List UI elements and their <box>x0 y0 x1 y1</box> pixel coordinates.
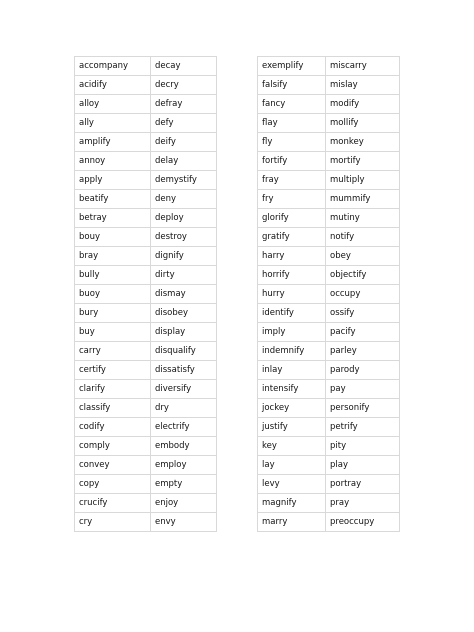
word-cell: occupy <box>326 285 400 304</box>
word-cell: dismay <box>151 285 217 304</box>
word-cell: destroy <box>151 228 217 247</box>
word-cell: play <box>326 456 400 475</box>
word-cell: mollify <box>326 114 400 133</box>
word-cell: monkey <box>326 133 400 152</box>
word-cell: modify <box>326 95 400 114</box>
word-cell: cry <box>75 513 151 532</box>
word-cell: gratify <box>258 228 326 247</box>
word-cell: marry <box>258 513 326 532</box>
word-cell: magnify <box>258 494 326 513</box>
word-cell: mummify <box>326 190 400 209</box>
word-cell: dignify <box>151 247 217 266</box>
table-row <box>75 361 217 380</box>
word-cell: bray <box>75 247 151 266</box>
table-row <box>75 380 217 399</box>
word-cell: diversify <box>151 380 217 399</box>
word-cell: mutiny <box>326 209 400 228</box>
table-row <box>258 285 400 304</box>
word-table-right <box>257 56 400 532</box>
word-cell: defray <box>151 95 217 114</box>
table-row <box>75 133 217 152</box>
word-cell: annoy <box>75 152 151 171</box>
word-cell: decay <box>151 57 217 76</box>
table-row <box>258 76 400 95</box>
word-cell: amplify <box>75 133 151 152</box>
word-cell: convey <box>75 456 151 475</box>
table-row <box>258 342 400 361</box>
word-cell: bouy <box>75 228 151 247</box>
word-cell: electrify <box>151 418 217 437</box>
word-cell: carry <box>75 342 151 361</box>
table-row <box>75 342 217 361</box>
word-cell: codify <box>75 418 151 437</box>
table-row <box>258 247 400 266</box>
word-cell: disobey <box>151 304 217 323</box>
word-cell: fortify <box>258 152 326 171</box>
table-row <box>258 456 400 475</box>
table-row <box>75 437 217 456</box>
table-row <box>75 494 217 513</box>
word-cell: identify <box>258 304 326 323</box>
word-cell: notify <box>326 228 400 247</box>
word-cell: indemnify <box>258 342 326 361</box>
word-cell: dirty <box>151 266 217 285</box>
table-row <box>75 323 217 342</box>
word-cell: apply <box>75 171 151 190</box>
table-row <box>75 76 217 95</box>
table-row <box>258 323 400 342</box>
word-cell: delay <box>151 152 217 171</box>
word-cell: bury <box>75 304 151 323</box>
word-cell: deny <box>151 190 217 209</box>
word-cell: dissatisfy <box>151 361 217 380</box>
word-cell: certify <box>75 361 151 380</box>
word-cell: objectify <box>326 266 400 285</box>
word-cell: bully <box>75 266 151 285</box>
word-cell: fancy <box>258 95 326 114</box>
word-table-left <box>74 56 217 532</box>
table-row <box>258 133 400 152</box>
word-cell: comply <box>75 437 151 456</box>
table-row <box>258 494 400 513</box>
table-row <box>258 228 400 247</box>
table-row <box>258 437 400 456</box>
word-cell: mortify <box>326 152 400 171</box>
word-cell: inlay <box>258 361 326 380</box>
word-cell: acidify <box>75 76 151 95</box>
word-cell: accompany <box>75 57 151 76</box>
table-row <box>75 399 217 418</box>
table-row <box>258 114 400 133</box>
word-cell: key <box>258 437 326 456</box>
word-cell: glorify <box>258 209 326 228</box>
word-cell: petrify <box>326 418 400 437</box>
word-cell: multiply <box>326 171 400 190</box>
word-cell: betray <box>75 209 151 228</box>
word-cell: deploy <box>151 209 217 228</box>
word-cell: fly <box>258 133 326 152</box>
word-cell: parody <box>326 361 400 380</box>
table-row <box>75 285 217 304</box>
word-cell: ally <box>75 114 151 133</box>
word-cell: fry <box>258 190 326 209</box>
word-cell: pacify <box>326 323 400 342</box>
word-cell: mislay <box>326 76 400 95</box>
word-cell: dry <box>151 399 217 418</box>
table-row <box>75 209 217 228</box>
table-row <box>258 95 400 114</box>
table-row <box>258 171 400 190</box>
word-cell: alloy <box>75 95 151 114</box>
word-cell: lay <box>258 456 326 475</box>
word-cell: empty <box>151 475 217 494</box>
word-cell: pray <box>326 494 400 513</box>
word-cell: preoccupy <box>326 513 400 532</box>
word-cell: buoy <box>75 285 151 304</box>
word-cell: justify <box>258 418 326 437</box>
word-cell: personify <box>326 399 400 418</box>
word-cell: exemplify <box>258 57 326 76</box>
word-cell: decry <box>151 76 217 95</box>
word-cell: envy <box>151 513 217 532</box>
word-cell: portray <box>326 475 400 494</box>
table-row <box>75 114 217 133</box>
table-row <box>258 380 400 399</box>
table-row <box>75 247 217 266</box>
table-row <box>75 418 217 437</box>
word-cell: defy <box>151 114 217 133</box>
word-cell: disqualify <box>151 342 217 361</box>
word-cell: demystify <box>151 171 217 190</box>
table-row <box>258 418 400 437</box>
word-cell: copy <box>75 475 151 494</box>
word-cell: intensify <box>258 380 326 399</box>
table-row <box>75 266 217 285</box>
table-row <box>75 57 217 76</box>
word-cell: horrify <box>258 266 326 285</box>
word-cell: beatify <box>75 190 151 209</box>
table-row <box>258 266 400 285</box>
table-row <box>258 152 400 171</box>
word-cell: crucify <box>75 494 151 513</box>
word-cell: harry <box>258 247 326 266</box>
word-cell: embody <box>151 437 217 456</box>
word-cell: display <box>151 323 217 342</box>
word-cell: deify <box>151 133 217 152</box>
word-cell: imply <box>258 323 326 342</box>
word-cell: jockey <box>258 399 326 418</box>
table-row <box>258 475 400 494</box>
word-cell: parley <box>326 342 400 361</box>
word-cell: miscarry <box>326 57 400 76</box>
word-cell: fray <box>258 171 326 190</box>
word-cell: classify <box>75 399 151 418</box>
table-row <box>258 513 400 532</box>
table-row <box>258 209 400 228</box>
word-cell: flay <box>258 114 326 133</box>
table-row <box>75 152 217 171</box>
table-row <box>75 171 217 190</box>
word-cell: enjoy <box>151 494 217 513</box>
table-row <box>258 57 400 76</box>
table-row <box>75 190 217 209</box>
word-cell: pity <box>326 437 400 456</box>
word-cell: ossify <box>326 304 400 323</box>
table-row <box>258 190 400 209</box>
word-cell: buy <box>75 323 151 342</box>
word-cell: hurry <box>258 285 326 304</box>
word-cell: levy <box>258 475 326 494</box>
table-row <box>75 95 217 114</box>
word-cell: falsify <box>258 76 326 95</box>
table-row <box>258 399 400 418</box>
word-cell: clarify <box>75 380 151 399</box>
word-cell: pay <box>326 380 400 399</box>
table-row <box>75 304 217 323</box>
table-row <box>258 304 400 323</box>
table-row <box>75 475 217 494</box>
table-row <box>258 361 400 380</box>
word-cell: employ <box>151 456 217 475</box>
table-row <box>75 456 217 475</box>
table-row <box>75 228 217 247</box>
word-cell: obey <box>326 247 400 266</box>
table-row <box>75 513 217 532</box>
